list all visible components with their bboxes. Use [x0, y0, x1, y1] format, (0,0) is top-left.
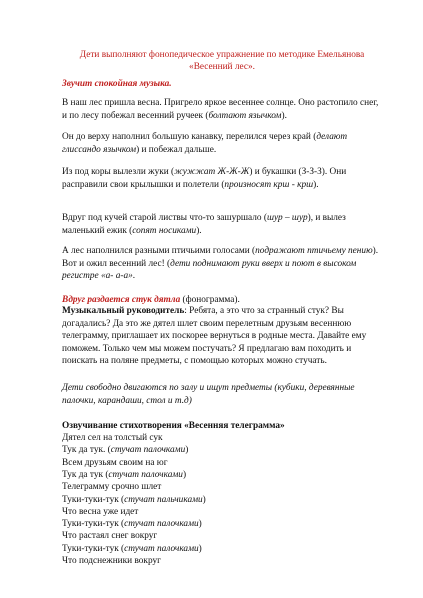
poem-line-text: Телеграмму срочно шлет — [62, 482, 162, 493]
paragraph-4-italic-2: сопят носиками — [132, 225, 197, 236]
poem-line-action: стучат палочками — [124, 519, 199, 530]
poem-line-action: стучат палочками — [108, 469, 183, 480]
poem-line-text: Что растаял снег вокруг — [62, 531, 158, 542]
paragraph-3 — [62, 166, 382, 191]
heading-line-2: «Весенний лес». — [189, 62, 255, 72]
paragraph-5 — [62, 245, 382, 283]
poem-line-end: ) — [182, 469, 187, 480]
poem-line — [62, 530, 157, 542]
poem-line — [62, 518, 202, 530]
poem-title: Озвучивание стихотворения «Весенняя телеграмма» — [62, 421, 285, 431]
paragraph-4-text-a: Вдруг под кучей старой листвы что-то зашуршало ( — [62, 213, 267, 223]
paragraph-2-end: ) и побежал дальше. — [136, 144, 217, 155]
heading — [62, 49, 382, 73]
paragraph-3-italic-2: произносят крш - крш — [224, 179, 314, 190]
paragraph-3-text-a: Из под коры вылезли жуки ( — [62, 167, 175, 177]
paragraph-4-text-b: ), и вылез маленький ежик ( — [62, 213, 346, 236]
poem-line-text: Всем друзьям своим на юг — [62, 457, 168, 468]
poem-line-text: Тук да тук. ( — [62, 445, 111, 456]
poem-line-text: Дятел сел на толстый сук — [62, 433, 163, 443]
director-label: Музыкальный руководитель — [62, 306, 185, 316]
poem-line-action: стучат палочками — [110, 445, 186, 456]
poem-line — [62, 469, 186, 481]
poem-line-action: стучат пальчиками — [124, 494, 203, 505]
paragraph-4 — [62, 212, 382, 237]
woodpecker-phonogram: (фонограмма). — [180, 295, 240, 305]
poem-line-end: ) — [202, 494, 206, 505]
poem-line — [62, 555, 161, 567]
poem-line — [62, 506, 138, 518]
paragraph-3-italic-1: жужжат Ж-Ж-Ж — [174, 167, 250, 177]
poem-line-action: стучат палочками — [124, 543, 199, 554]
paragraph-3-text-b: ) и букашки (З-З-З). Они расправили свои крылышки и полетели ( — [62, 167, 347, 190]
paragraph-1-end: ). — [281, 110, 287, 121]
paragraph-5-text-c: . — [132, 271, 136, 282]
paragraph-5-text-a: А лес наполнился разными птичьими голосами ( — [62, 246, 256, 256]
poem-line-text: Туки-туки-тук ( — [62, 543, 125, 554]
poem-line-end: ) — [198, 519, 202, 530]
paragraph-2 — [62, 131, 382, 156]
poem-line-text: Что весна уже идет — [62, 506, 139, 517]
paragraph-5-italic-2: дети поднимают руки вверх и поют в высоком регистре «а- а-а» — [62, 258, 357, 282]
heading-line-1: Дети выполняют фонопедическое упражнение по методике Емельянова — [79, 50, 365, 60]
director-paragraph — [62, 305, 382, 368]
poem-line — [62, 543, 202, 555]
poem-line-text: Что подснежники вокруг — [62, 556, 161, 566]
director-text: : Ребята, а это что за странный стук? Вы догадались? Да это же дятел шлет своим перелетным друзьям весеннюю телеграмму, приглашает их поскорее вернуться в родные места. Давайте ему поможем. Только чем мы можем постучать? Я предлагаю вам походить и поискать на поляне предметы, с помощью которых можно стучать. — [62, 306, 367, 367]
paragraph-5-italic-1: подражают птичьему пению — [255, 246, 373, 256]
poem-line-text: Туки-туки-тук ( — [62, 519, 125, 530]
poem-line — [62, 494, 206, 506]
poem-line-end: ) — [198, 543, 202, 554]
poem-line — [62, 457, 168, 469]
poem-line-text: Туки-туки-тук ( — [62, 494, 125, 505]
paragraph-2-text: Он до верху наполнил большую канавку, перелился через край ( — [62, 132, 317, 142]
paragraph-1-text: В наш лес пришла весна. Пригрело яркое весеннее солнце. Оно растопило снег, и по лесу побежал весенний ручеек ( — [62, 98, 379, 121]
woodpecker-knock: Вдруг раздается стук дятла — [62, 295, 181, 305]
paragraph-1 — [62, 97, 382, 122]
poem-line-end: ) — [185, 445, 189, 456]
poem-line-text: Тук да тук ( — [62, 469, 109, 480]
paragraph-2-italic: делают глиссандо язычком — [62, 132, 348, 155]
paragraph-4-text-c: ). — [196, 225, 202, 236]
paragraph-3-text-c: ). — [313, 179, 319, 190]
poem-line — [62, 432, 163, 444]
paragraph-1-italic: болтают язычком — [208, 110, 282, 121]
poem-line — [62, 481, 161, 493]
paragraph-4-italic-1: шур – шур — [266, 213, 308, 223]
music-note-calm: Звучит спокойная музыка. — [62, 79, 172, 89]
paragraph-5-text-b: ). Вот и ожил весенний лес! ( — [62, 246, 379, 269]
poem-line — [62, 444, 188, 456]
children-move-note: Дети свободно двигаются по залу и ищут предметы (кубики, деревянные палочки, карандаши, стол и т.д) — [62, 383, 355, 406]
